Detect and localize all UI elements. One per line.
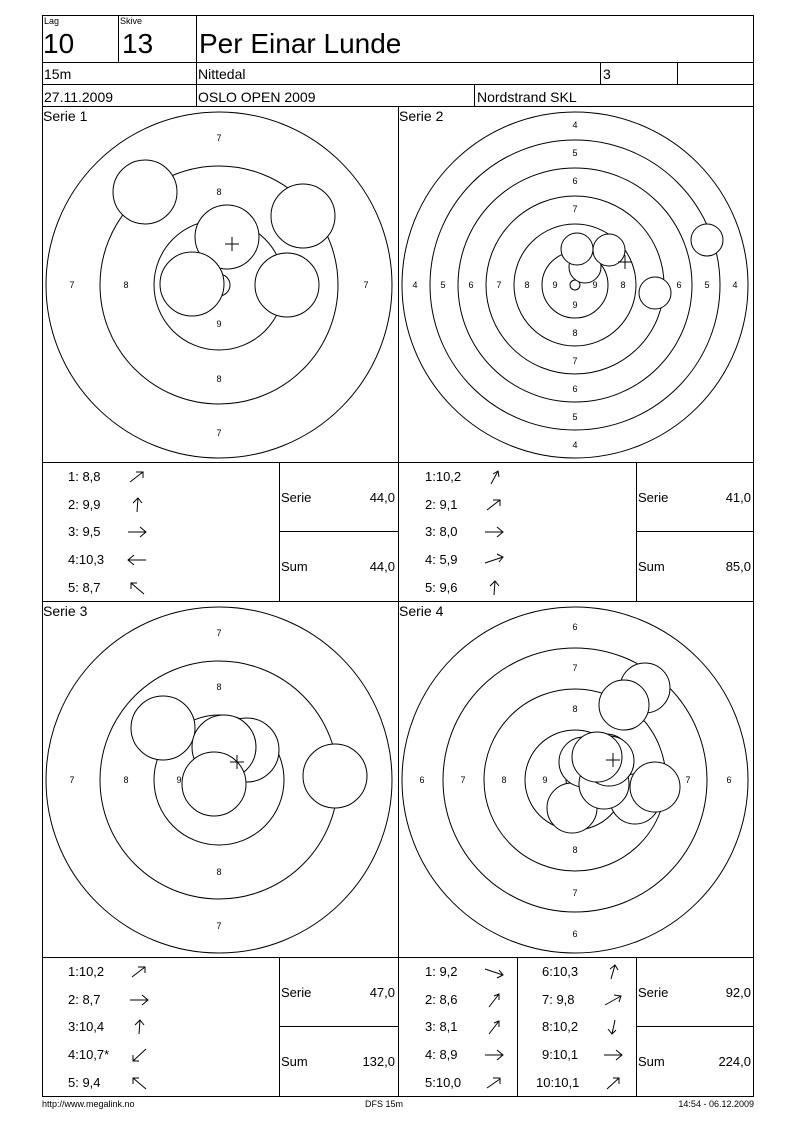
arrow-ese-icon <box>483 964 505 980</box>
ring-label: 7 <box>496 280 502 290</box>
shot-hole <box>160 252 224 316</box>
date: 27.11.2009 <box>44 89 114 105</box>
shot-entry: 8:10,2 <box>542 1019 579 1034</box>
footer-program: DFS 15m <box>365 1099 404 1109</box>
arrow-ne-icon <box>483 1075 505 1091</box>
sum-label: Sum <box>281 1054 308 1069</box>
arrow-nw-icon <box>126 580 148 596</box>
ring-label: 5 <box>572 412 578 422</box>
shot-entry: 3:10,4 <box>68 1019 105 1034</box>
shot-hole <box>255 253 319 317</box>
shot-hole <box>303 744 367 808</box>
arrow-e-icon <box>602 1047 624 1063</box>
arrow-ne-icon <box>483 992 505 1008</box>
shot-hole <box>639 277 671 309</box>
ring-label: 7 <box>685 775 691 785</box>
ring-label: 7 <box>216 921 222 931</box>
ring-label: 7 <box>69 775 75 785</box>
shot-hole <box>271 184 335 248</box>
footer-url[interactable]: http://www.megalink.no <box>42 1099 135 1109</box>
ring-label: 6 <box>468 280 474 290</box>
ring-label: 4 <box>732 280 738 290</box>
ring-label: 6 <box>572 384 578 394</box>
shot-entry: 4:10,7* <box>68 1047 110 1062</box>
serie-3-title: Serie 3 <box>43 603 88 619</box>
shot-entry: 1:10,2 <box>425 469 462 484</box>
ring-label: 8 <box>216 867 222 877</box>
ring-label: 5 <box>704 280 710 290</box>
shot-hole <box>131 696 195 760</box>
ring-label: 9 <box>216 319 222 329</box>
sum-label: Sum <box>281 559 308 574</box>
ring-label: 8 <box>620 280 626 290</box>
shot-entry: 2: 9,9 <box>68 497 101 512</box>
shot-entry: 7: 9,8 <box>542 992 575 1007</box>
ring-label: 6 <box>572 176 578 186</box>
arrow-n-icon <box>483 580 505 596</box>
ring-label: 6 <box>572 929 578 939</box>
target-serie-1 <box>43 107 398 462</box>
shot-entry: 1: 8,8 <box>68 469 101 484</box>
shot-entry: 5:10,0 <box>425 1075 462 1090</box>
shot-entry: 5: 9,6 <box>425 580 458 595</box>
shot-entry: 2: 8,7 <box>68 992 101 1007</box>
arrow-e-icon <box>483 524 505 540</box>
arrow-nw-icon <box>128 1075 150 1091</box>
arrow-ne-icon <box>602 992 624 1008</box>
ring-label: 7 <box>572 356 578 366</box>
skive-label: Skive <box>120 16 143 26</box>
ring-label: 4 <box>572 440 578 450</box>
shot-entry: 2: 9,1 <box>425 497 458 512</box>
ring-label: 8 <box>123 280 129 290</box>
arrow-ne-icon <box>128 964 150 980</box>
ring-label: 9 <box>552 280 558 290</box>
footer-timestamp: 14:54 - 06.12.2009 <box>678 1099 754 1109</box>
target-serie-2 <box>399 107 754 462</box>
arrow-s-icon <box>602 1019 624 1035</box>
shot-entry: 9:10,1 <box>542 1047 579 1062</box>
ring-label: 7 <box>69 280 75 290</box>
arrow-n-icon <box>602 964 624 980</box>
shot-entry: 4:10,3 <box>68 552 105 567</box>
event: OSLO OPEN 2009 <box>198 89 316 105</box>
ring-label: 7 <box>460 775 466 785</box>
serie-value: 47,0 <box>369 985 395 1000</box>
arrow-sw-icon <box>128 1047 150 1063</box>
sum-value: 224,0 <box>718 1054 751 1069</box>
arrow-ne-icon <box>602 1075 624 1091</box>
ring-label: 8 <box>501 775 507 785</box>
ring-label: 6 <box>676 280 682 290</box>
serie-4-title: Serie 4 <box>399 603 444 619</box>
arrow-e-icon <box>126 524 148 540</box>
ring-label: 7 <box>572 888 578 898</box>
organizer: Nordstrand SKL <box>477 89 577 105</box>
shot-entry: 3: 9,5 <box>68 524 101 539</box>
distance: 15m <box>44 66 72 82</box>
shot-entry: 4: 8,9 <box>425 1047 458 1062</box>
arrow-e-icon <box>483 1047 505 1063</box>
ring-label: 7 <box>216 428 222 438</box>
shot-hole <box>113 160 177 224</box>
shooter-name: Per Einar Lunde <box>199 28 402 59</box>
ring-label: 5 <box>440 280 446 290</box>
shot-entry: 3: 8,1 <box>425 1019 458 1034</box>
shot-entry: 1:10,2 <box>68 964 105 979</box>
arrow-ne-icon <box>483 1019 505 1035</box>
arrow-ne-icon <box>483 469 505 485</box>
ring-label: 8 <box>216 187 222 197</box>
ring-label: 9 <box>592 280 598 290</box>
ring-label: 6 <box>419 775 425 785</box>
class: 3 <box>603 66 611 82</box>
ring-label: 8 <box>572 704 578 714</box>
shot-hole <box>593 234 625 266</box>
shot-entry: 5: 9,4 <box>68 1075 101 1090</box>
ring-label: 8 <box>524 280 530 290</box>
ring-label: 8 <box>216 682 222 692</box>
ring-label: 5 <box>572 148 578 158</box>
arrow-ne-icon <box>483 497 505 513</box>
ring-label: 9 <box>572 300 578 310</box>
lag-label: Lag <box>44 16 60 26</box>
sum-label: Sum <box>638 559 665 574</box>
ring-label: 7 <box>216 628 222 638</box>
shot-entry: 10:10,1 <box>536 1075 580 1090</box>
arrow-n-icon <box>126 497 148 513</box>
shot-entry: 4: 5,9 <box>425 552 458 567</box>
ring-label: 8 <box>572 845 578 855</box>
ring-label: 8 <box>572 328 578 338</box>
serie-label: Serie <box>281 490 312 505</box>
serie-2-title: Serie 2 <box>399 108 444 124</box>
serie-value: 44,0 <box>369 490 395 505</box>
ring-label: 9 <box>176 775 182 785</box>
ring-label: 7 <box>363 280 369 290</box>
shot-entry: 5: 8,7 <box>68 580 101 595</box>
serie-label: Serie <box>638 985 669 1000</box>
ring-label: 8 <box>216 374 222 384</box>
sum-value: 132,0 <box>362 1054 395 1069</box>
serie-value: 41,0 <box>725 490 751 505</box>
target-serie-3 <box>43 602 398 957</box>
ring-label: 4 <box>572 120 578 130</box>
arrow-e-icon <box>128 992 150 1008</box>
ring-label: 4 <box>412 280 418 290</box>
ring-label: 6 <box>726 775 732 785</box>
club: Nittedal <box>198 66 246 82</box>
skive-number: 13 <box>122 28 154 59</box>
shot-entry: 6:10,3 <box>542 964 579 979</box>
ring-label: 7 <box>572 204 578 214</box>
sum-value: 85,0 <box>725 559 751 574</box>
serie-1-title: Serie 1 <box>43 108 88 124</box>
sum-value: 44,0 <box>369 559 395 574</box>
shot-hole <box>561 233 593 265</box>
arrow-n-icon <box>128 1019 150 1035</box>
shot-entry: 3: 8,0 <box>425 524 458 539</box>
target-serie-4 <box>399 602 754 957</box>
shot-entry: 1: 9,2 <box>425 964 458 979</box>
shot-hole <box>630 762 680 812</box>
sum-label: Sum <box>638 1054 665 1069</box>
serie-label: Serie <box>638 490 669 505</box>
ring-label: 9 <box>542 775 548 785</box>
arrow-ene-icon <box>483 552 505 568</box>
arrow-w-icon <box>126 552 148 568</box>
serie-value: 92,0 <box>725 985 751 1000</box>
ring-label: 7 <box>572 663 578 673</box>
shot-hole <box>599 680 649 730</box>
arrow-ne-icon <box>126 469 148 485</box>
shot-entry: 2: 8,6 <box>425 992 458 1007</box>
shot-hole <box>691 224 723 256</box>
shot-hole <box>572 732 622 782</box>
ring-label: 6 <box>572 622 578 632</box>
ring-label: 7 <box>216 133 222 143</box>
lag-number: 10 <box>43 28 75 59</box>
serie-label: Serie <box>281 985 312 1000</box>
ring-label: 8 <box>123 775 129 785</box>
